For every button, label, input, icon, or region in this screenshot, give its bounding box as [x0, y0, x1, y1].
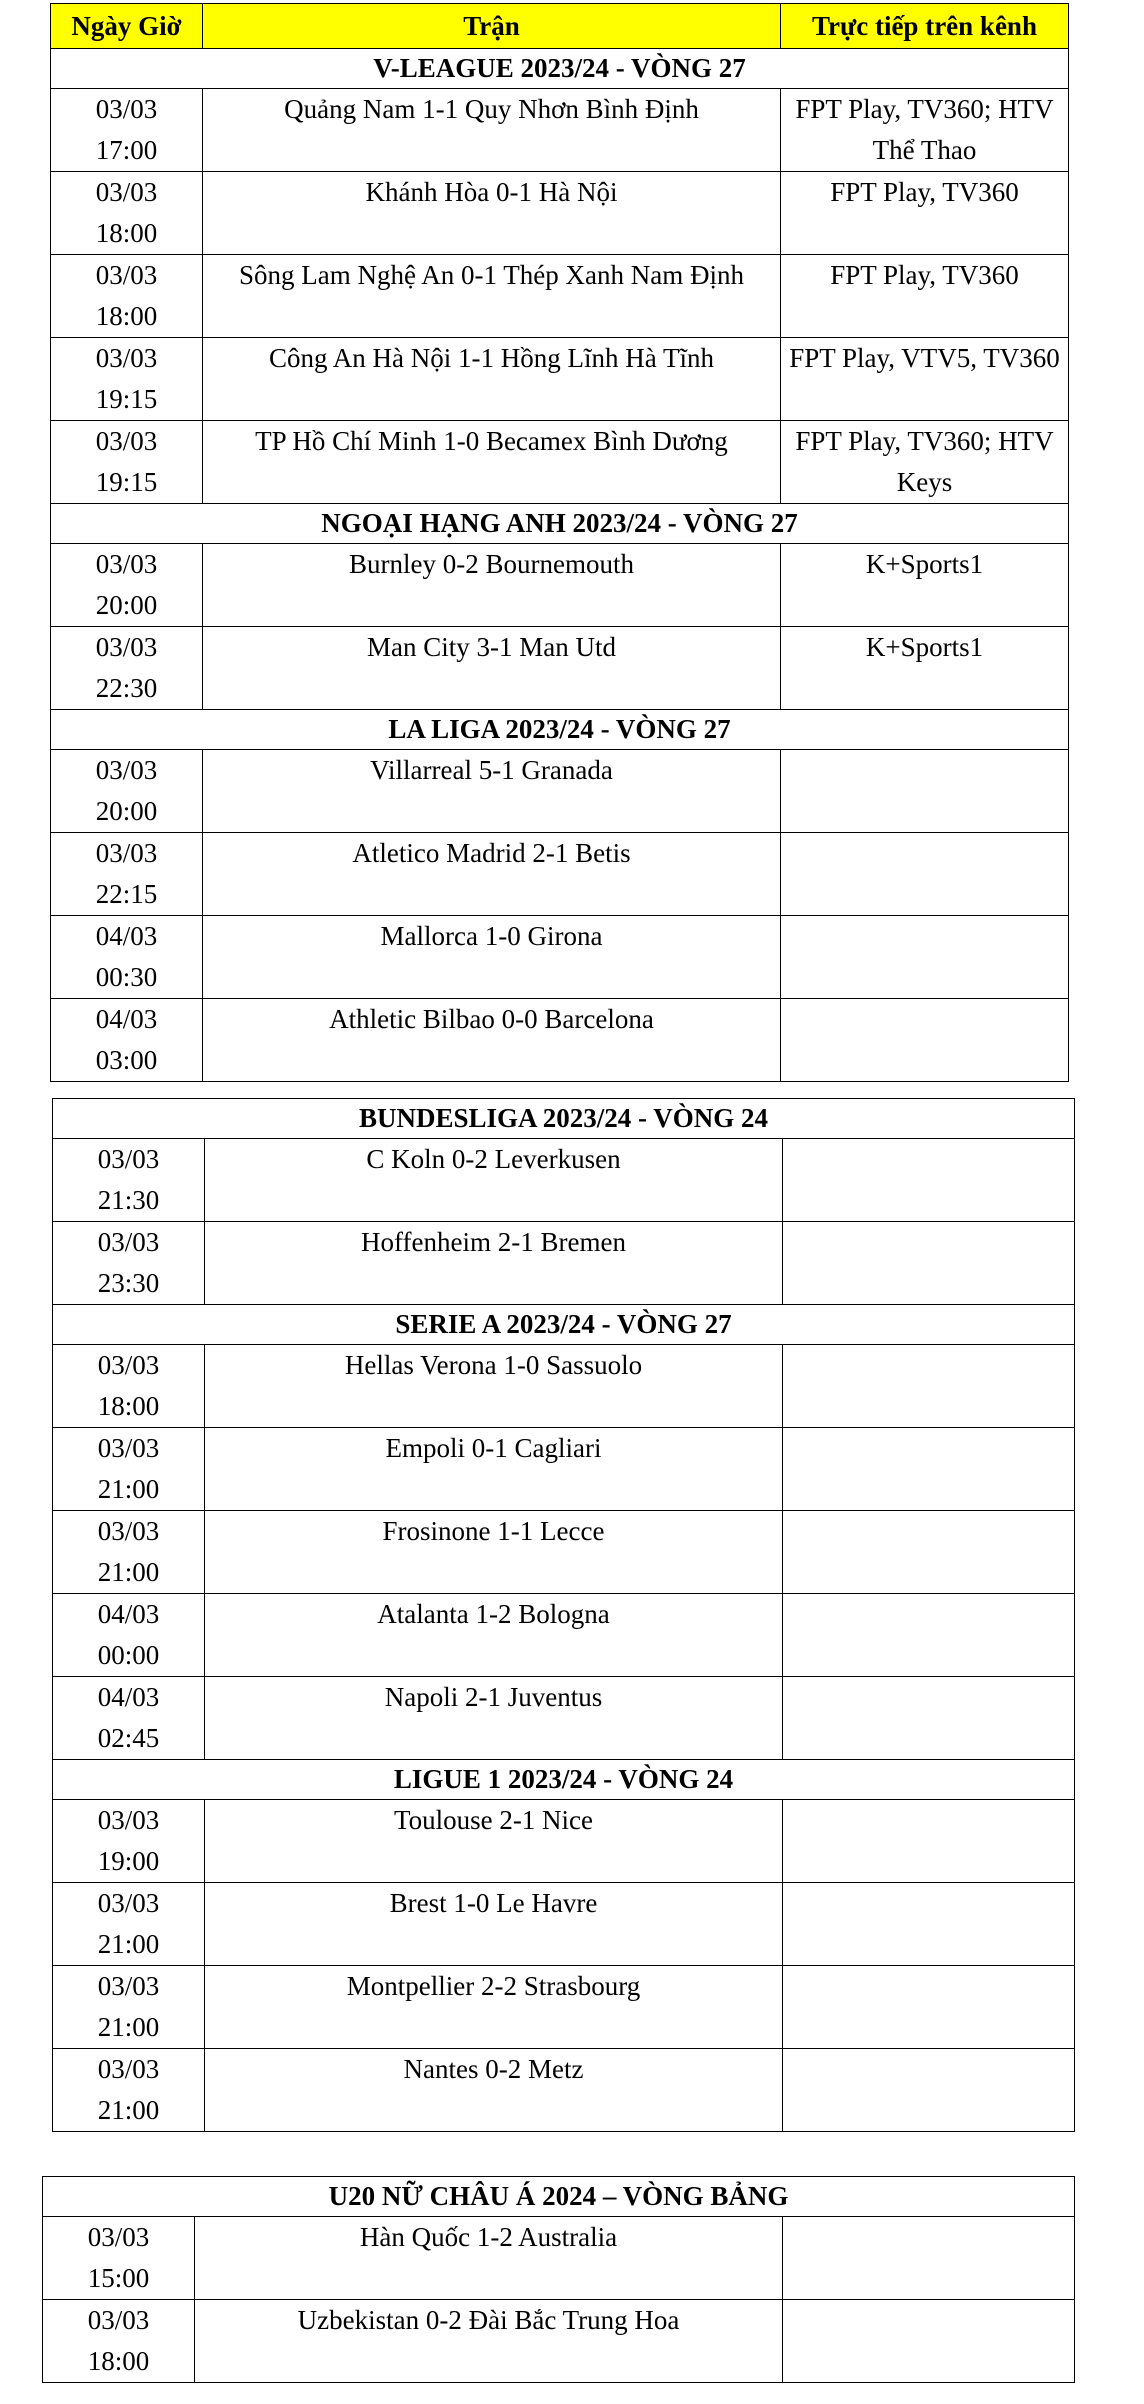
- channel-cell: [783, 1594, 1075, 1677]
- date: 03/03: [87, 2222, 150, 2252]
- time: 22:15: [95, 879, 158, 909]
- date: 03/03: [95, 260, 158, 290]
- time: 20:00: [95, 590, 158, 620]
- datetime-cell: [51, 338, 203, 421]
- table-row: [51, 421, 1069, 504]
- time: 19:00: [97, 1846, 160, 1876]
- section-header-row: [53, 1305, 1075, 1345]
- date: 03/03: [97, 1971, 160, 2001]
- time: 00:30: [95, 962, 158, 992]
- section-title: SERIE A 2023/24 - VÒNG 27: [53, 1305, 1075, 1345]
- date: 03/03: [95, 549, 158, 579]
- datetime-cell: [51, 833, 203, 916]
- time: 21:00: [97, 1557, 160, 1587]
- section-header-row: [53, 1099, 1075, 1139]
- time: 23:30: [97, 1268, 160, 1298]
- header-row: [51, 4, 1069, 49]
- schedule-table-1: [50, 3, 1069, 1082]
- date: 03/03: [97, 1805, 160, 1835]
- table-row: [53, 1966, 1075, 2049]
- date: 04/03: [95, 921, 158, 951]
- match-cell: Công An Hà Nội 1-1 Hồng Lĩnh Hà Tĩnh: [203, 338, 781, 421]
- table-row: [43, 2217, 1075, 2300]
- match-cell: Villarreal 5-1 Granada: [203, 750, 781, 833]
- channel-cell: [781, 833, 1069, 916]
- datetime-cell: [53, 1222, 205, 1305]
- match-cell: Hàn Quốc 1-2 Australia: [195, 2217, 783, 2300]
- section-header-row: [51, 710, 1069, 750]
- channel-cell: [783, 2049, 1075, 2132]
- table-row: [53, 2049, 1075, 2132]
- time: 15:00: [87, 2263, 150, 2293]
- channel-cell: [783, 2217, 1075, 2300]
- match-cell: Frosinone 1-1 Lecce: [205, 1511, 783, 1594]
- match-cell: Atalanta 1-2 Bologna: [205, 1594, 783, 1677]
- match-cell: Atletico Madrid 2-1 Betis: [203, 833, 781, 916]
- channel-cell: FPT Play, TV360; HTV Keys: [781, 421, 1069, 504]
- match-cell: Man City 3-1 Man Utd: [203, 627, 781, 710]
- channel-cell: [783, 1677, 1075, 1760]
- channel-cell: [783, 1345, 1075, 1428]
- date: 03/03: [97, 1433, 160, 1463]
- datetime-cell: [51, 916, 203, 999]
- section-header-row: [43, 2177, 1075, 2217]
- table-row: [53, 1511, 1075, 1594]
- table-row: [51, 172, 1069, 255]
- table-row: [51, 338, 1069, 421]
- header-channel: Trực tiếp trên kênh: [781, 4, 1069, 49]
- channel-cell: [783, 2300, 1075, 2383]
- match-cell: Athletic Bilbao 0-0 Barcelona: [203, 999, 781, 1082]
- section-title: BUNDESLIGA 2023/24 - VÒNG 24: [53, 1099, 1075, 1139]
- datetime-cell: [51, 421, 203, 504]
- time: 18:00: [95, 301, 158, 331]
- datetime-cell: [51, 999, 203, 1082]
- match-cell: TP Hồ Chí Minh 1-0 Becamex Bình Dương: [203, 421, 781, 504]
- match-cell: Napoli 2-1 Juventus: [205, 1677, 783, 1760]
- time: 21:00: [97, 2012, 160, 2042]
- table-row: [53, 1428, 1075, 1511]
- datetime-cell: [53, 1594, 205, 1677]
- datetime-cell: [51, 750, 203, 833]
- match-cell: Hoffenheim 2-1 Bremen: [205, 1222, 783, 1305]
- time: 21:30: [97, 1185, 160, 1215]
- match-cell: Khánh Hòa 0-1 Hà Nội: [203, 172, 781, 255]
- date: 03/03: [97, 2054, 160, 2084]
- datetime-cell: [53, 1428, 205, 1511]
- section-header-row: [51, 49, 1069, 89]
- date: 03/03: [95, 177, 158, 207]
- date: 04/03: [95, 1004, 158, 1034]
- date: 03/03: [87, 2305, 150, 2335]
- table-row: [51, 544, 1069, 627]
- date: 03/03: [97, 1350, 160, 1380]
- datetime-cell: [51, 544, 203, 627]
- date: 03/03: [97, 1227, 160, 1257]
- schedule-table-2: [52, 1098, 1075, 2132]
- table-row: [51, 916, 1069, 999]
- table-row: [53, 1677, 1075, 1760]
- table-row: [53, 1139, 1075, 1222]
- header-match: Trận: [203, 4, 781, 49]
- table-row: [53, 1594, 1075, 1677]
- section-header-row: [51, 504, 1069, 544]
- date: 04/03: [97, 1599, 160, 1629]
- table-row: [51, 750, 1069, 833]
- section-header-row: [53, 1760, 1075, 1800]
- time: 22:30: [95, 673, 158, 703]
- match-cell: Quảng Nam 1-1 Quy Nhơn Bình Định: [203, 89, 781, 172]
- table-row: [53, 1883, 1075, 1966]
- date: 03/03: [95, 426, 158, 456]
- table-row: [51, 255, 1069, 338]
- match-cell: Mallorca 1-0 Girona: [203, 916, 781, 999]
- date: 03/03: [97, 1888, 160, 1918]
- section-title: LA LIGA 2023/24 - VÒNG 27: [51, 710, 1069, 750]
- section-title: V-LEAGUE 2023/24 - VÒNG 27: [51, 49, 1069, 89]
- datetime-cell: [51, 255, 203, 338]
- time: 19:15: [95, 467, 158, 497]
- match-cell: C Koln 0-2 Leverkusen: [205, 1139, 783, 1222]
- table-row: [51, 627, 1069, 710]
- datetime-cell: [53, 1883, 205, 1966]
- match-cell: Montpellier 2-2 Strasbourg: [205, 1966, 783, 2049]
- datetime-cell: [53, 1511, 205, 1594]
- channel-cell: [783, 1428, 1075, 1511]
- section-title: NGOẠI HẠNG ANH 2023/24 - VÒNG 27: [51, 504, 1069, 544]
- match-cell: Uzbekistan 0-2 Đài Bắc Trung Hoa: [195, 2300, 783, 2383]
- match-cell: Sông Lam Nghệ An 0-1 Thép Xanh Nam Định: [203, 255, 781, 338]
- date: 04/03: [97, 1682, 160, 1712]
- header-datetime: Ngày Giờ: [51, 4, 203, 49]
- channel-cell: [783, 1511, 1075, 1594]
- channel-cell: [781, 750, 1069, 833]
- date: 03/03: [97, 1516, 160, 1546]
- time: 19:15: [95, 384, 158, 414]
- channel-cell: [783, 1800, 1075, 1883]
- datetime-cell: [51, 172, 203, 255]
- table-row: [51, 89, 1069, 172]
- match-cell: Brest 1-0 Le Havre: [205, 1883, 783, 1966]
- time: 21:00: [97, 1474, 160, 1504]
- datetime-cell: [53, 1345, 205, 1428]
- match-cell: Burnley 0-2 Bournemouth: [203, 544, 781, 627]
- time: 17:00: [95, 135, 158, 165]
- channel-cell: FPT Play, VTV5, TV360: [781, 338, 1069, 421]
- date: 03/03: [95, 343, 158, 373]
- channel-cell: K+Sports1: [781, 627, 1069, 710]
- date: 03/03: [97, 1144, 160, 1174]
- table-row: [43, 2300, 1075, 2383]
- channel-cell: K+Sports1: [781, 544, 1069, 627]
- time: 00:00: [97, 1640, 160, 1670]
- match-cell: Toulouse 2-1 Nice: [205, 1800, 783, 1883]
- channel-cell: [783, 1883, 1075, 1966]
- time: 03:00: [95, 1045, 158, 1075]
- time: 20:00: [95, 796, 158, 826]
- datetime-cell: [53, 1966, 205, 2049]
- channel-cell: [783, 1966, 1075, 2049]
- date: 03/03: [95, 632, 158, 662]
- table-row: [53, 1222, 1075, 1305]
- channel-cell: FPT Play, TV360; HTV Thể Thao: [781, 89, 1069, 172]
- match-cell: Hellas Verona 1-0 Sassuolo: [205, 1345, 783, 1428]
- time: 18:00: [97, 1391, 160, 1421]
- time: 21:00: [97, 1929, 160, 1959]
- datetime-cell: [51, 627, 203, 710]
- channel-cell: [781, 999, 1069, 1082]
- time: 18:00: [87, 2346, 150, 2376]
- channel-cell: FPT Play, TV360: [781, 255, 1069, 338]
- channel-cell: FPT Play, TV360: [781, 172, 1069, 255]
- channel-cell: [783, 1139, 1075, 1222]
- time: 02:45: [97, 1723, 160, 1753]
- datetime-cell: [53, 2049, 205, 2132]
- time: 18:00: [95, 218, 158, 248]
- match-cell: Empoli 0-1 Cagliari: [205, 1428, 783, 1511]
- section-title: LIGUE 1 2023/24 - VÒNG 24: [53, 1760, 1075, 1800]
- datetime-cell: [53, 1677, 205, 1760]
- datetime-cell: [53, 1139, 205, 1222]
- datetime-cell: [43, 2217, 195, 2300]
- datetime-cell: [43, 2300, 195, 2383]
- table-row: [51, 833, 1069, 916]
- table-row: [51, 999, 1069, 1082]
- table-row: [53, 1345, 1075, 1428]
- schedule-table-3: [42, 2176, 1075, 2383]
- match-cell: Nantes 0-2 Metz: [205, 2049, 783, 2132]
- date: 03/03: [95, 838, 158, 868]
- channel-cell: [781, 916, 1069, 999]
- date: 03/03: [95, 94, 158, 124]
- section-title: U20 NỮ CHÂU Á 2024 – VÒNG BẢNG: [43, 2177, 1075, 2217]
- table-row: [53, 1800, 1075, 1883]
- time: 21:00: [97, 2095, 160, 2125]
- date: 03/03: [95, 755, 158, 785]
- datetime-cell: [53, 1800, 205, 1883]
- channel-cell: [783, 1222, 1075, 1305]
- datetime-cell: [51, 89, 203, 172]
